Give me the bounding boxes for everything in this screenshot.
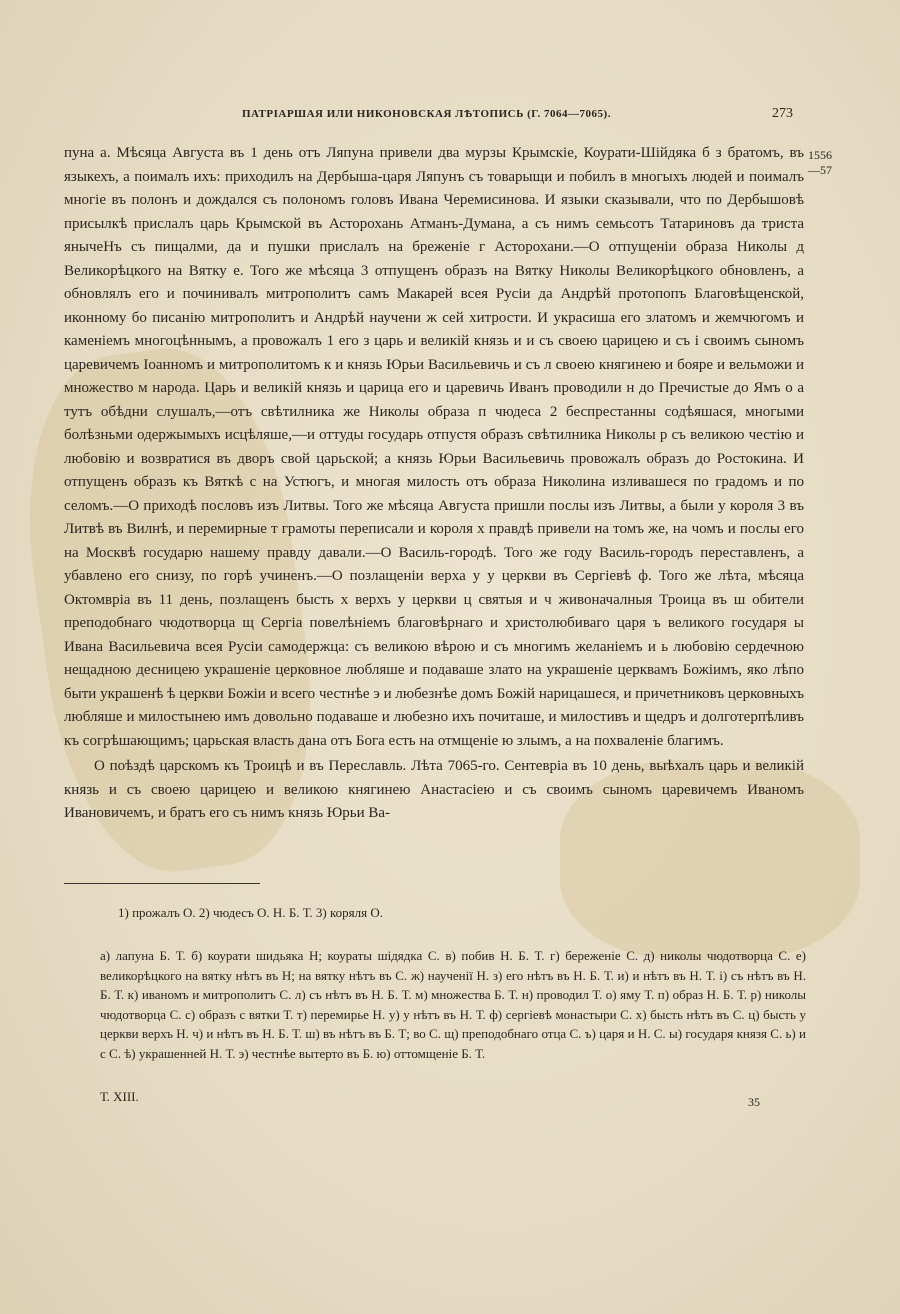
chronicle-paragraph-1: пуна а. Мѣсяца Августа въ 1 день отъ Ляпуна привели два мурзы Крымскіе, Коурати-Шійдяка б з братомъ, въ языкехъ, а поималъ ихъ: приходилъ на Дербыша-царя Ляпунъ съ товарыщи и побилъ в многыхъ людей и поималъ многіе въ полонъ и дождался съ полономъ головъ Ивана Черемисинова. И языки сказывали, что по Дербышовѣ присылкѣ прислалъ царь Крымской въ Асторохань Атманъ-Думана, а съ нимъ семьсотъ Татариновъ да триста янычеНъ съ пищалми, да и пушки прислалъ на бреженіе г Асторохани.—О отпущеніи образа Николы д Великорѣцкого на Вятку е. Того же мѣсяца 3 отпущенъ образъ на Вятку Николы Великорѣцкого обновленъ, а обновлялъ его и починивалъ митрополитъ самъ Макарей всея Русіи да Андрѣй протопопъ Благовѣщенской, иконному бо писанію митрополитъ и Андрѣй научени ж сей хитрости. И украсиша его златомъ и жемчюгомъ и каменіемъ многоцѣннымъ, а провожалъ 1 его з царь и великій князь и и съ своею царицею и съ і своимъ сыномъ царевичемъ Іоанномъ и митрополитомъ к и князь Юрьи Васильевичь и съ л своею княгинею и бояре и вельможи и множество м народа. Царь и великій князь и царица его и царевичь Иванъ проводили н до Пречистые до Ямъ о а тутъ обѣдни слушалъ,—отъ свѣтилника же Николы образа п чюдеса 2 беспрестанны содѣяшася, многыми болѣзньми одержымыхъ исцѣляше,—и оттуды государь отпустя образъ свѣтилника Николы р съ великою честію и любовію и возвратися въ дворъ свой царьской; а князь Юрьи Васильевичь провожалъ образъ до Ростокина. И отпущенъ образъ къ Вяткѣ с на Устюгъ, и многая милость отъ образа Николина изливашеся по градомъ и по селомъ.—О приходѣ пословъ изъ Литвы. Того же мѣсяца Августа пришли послы изъ Литвы, а были у короля 3 въ Литвѣ въ Вилнѣ, и перемирные т грамоты переписали и короля х правдѣ привели на томъ же, на чомъ и послы его на Москвѣ государю нашему правду давали.—О Василь-городѣ. Того же году Василь-городъ переставленъ, а убавлено его снизу, по горѣ учиненъ.—О позлащеніи верха у у церкви въ Сергіевѣ ф. Того же лѣта, мѣсяца Октомвріа въ 11 день, позлащенъ бысть х верхъ у церкви ц святыя и ч живоначалныя Троица въ ш обители преподобнаго чюдотворца щ Сергіа повелѣніемъ благовѣрнаго и христолюбиваго царя ъ великого государя ы Ивана Васильевича всея Русіи самодержца: съ великою вѣрою и съ многимъ желаніемъ и ь любовію сердечною нещадною десницею украшеніе церковное любляше и подаваше злато на украшеніе церквамъ Божіимъ, яко лѣпо быти украшенѣ ѣ церкви Божіи и всего честнѣе э и любезнѣе домъ Божій нарицашеся, и причетниковъ церковныхъ любляше и милостынею имъ довольно подаваше и любезно ихъ почиташе, и милостивъ и щедръ и долготерпѣливъ къ согрѣшающимъ; царьская власть дана отъ Бога есть на отмщеніе ю злымъ, а на похваленіе благимъ. — [64, 145, 804, 749]
volume-label: Т. XIII. — [100, 1089, 139, 1104]
lettered-footnotes: а) лапуна Б. Т. б) коурати шидьяка Н; коураты шідядка С. в) побив Н. Б. Т. г) береженіе С. д) николы чюдотворца С. е) великорѣцкого на вятку нѣтъ въ Н; на вятку нѣтъ въ С. ж) наученії Н. з) его нѣтъ въ Н. Б. Т. и) и нѣтъ въ Н. Т. і) съ нѣтъ въ Н. Б. Т. к) иваномъ и митрополитъ С. л) съ нѣтъ въ Н. Б. Т. м) множества Б. Т. н) проводил Т. о) яму Т. п) образ Н. Б. Т. р) николы чюдотворца С. с) образъ с вятки Т. т) перемирье Н. у) у нѣтъ въ Н. Т. ф) сергіевѣ монастыри С. х) бысть нѣтъ въ С. ц) бысть у церкви верхъ Н. ч) и нѣтъ въ Н. Б. Т. ш) въ нѣтъ въ Б. Т; во С. щ) преподобнаго отца С. ъ) царя и Н. С. ы) государя князя С. ь) и с С. ѣ) украшенней Н. Т. э) честнѣе вытерто въ Б. ю) оттомщеніе Б. Т. — [100, 948, 806, 1061]
numbered-footnotes: 1) прожалъ О. 2) чюдесъ О. Н. Б. Т. 3) коряля О. — [118, 905, 383, 920]
chronicle-paragraph-2: О поѣздѣ царскомъ къ Троицѣ и въ Переславль. Лѣта 7065-го. Сентевріа въ 10 день, выѣхалъ царь и великій князь и съ своею царицею и великою княгинею Анастасіею и съ своимъ сыномъ царевичемъ Иваномъ Ивановичемъ, и братъ его съ нимъ князь Юрьи Ва- — [64, 758, 804, 821]
running-header: ПАТРІАРШАЯ ИЛИ НИКОНОВСКАЯ ЛѢТОПИСЬ (Г. 7064—7065). — [242, 108, 611, 120]
margin-year-end: —57 — [808, 163, 832, 177]
page-number: 273 — [772, 106, 793, 121]
margin-year-range — [808, 148, 832, 178]
signature-mark: 35 — [748, 1095, 760, 1109]
footnote-rule — [64, 883, 260, 884]
margin-year-start: 1556 — [808, 148, 832, 162]
chronicle-text — [64, 142, 804, 826]
